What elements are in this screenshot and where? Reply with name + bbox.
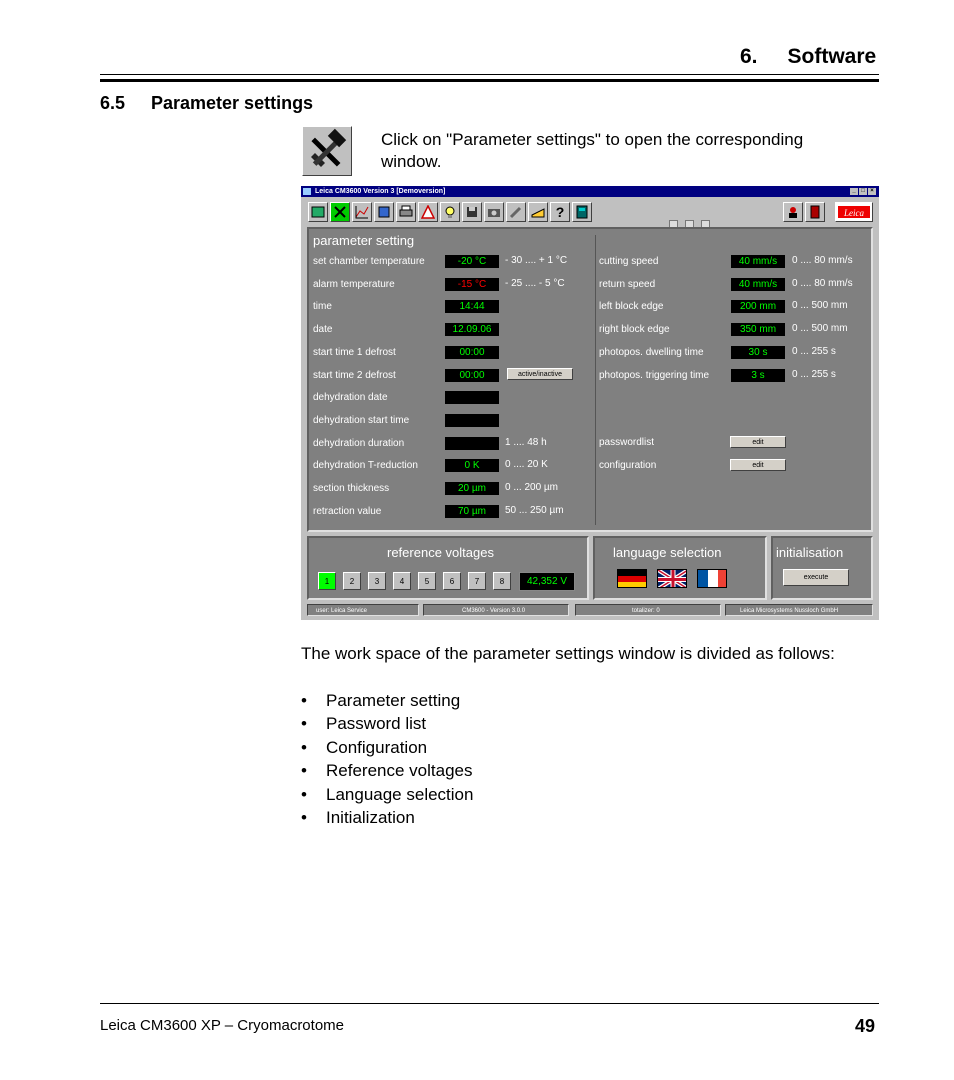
parameter-value-field[interactable]: 20 µm — [445, 482, 499, 495]
reference-key-button[interactable]: 1 — [318, 572, 336, 590]
parameter-value-field[interactable]: 00:00 — [445, 369, 499, 382]
parameter-settings-window — [301, 186, 879, 620]
reference-voltages-panel — [307, 536, 589, 600]
brush-icon[interactable] — [506, 202, 526, 222]
header-rule-thin — [100, 74, 879, 75]
parameter-setting-title: parameter setting — [313, 233, 415, 248]
language-selection-title: language selection — [613, 545, 722, 560]
active-inactive-button[interactable]: active/inactive — [507, 368, 573, 380]
help-icon[interactable]: ? — [550, 202, 570, 222]
configuration-label: configuration — [599, 460, 657, 471]
footer-rule — [100, 1003, 879, 1004]
parameter-value-field[interactable]: 14:44 — [445, 300, 499, 313]
status-bar — [307, 604, 873, 616]
parameter-value-field[interactable]: -15 °C — [445, 278, 499, 291]
parameter-range: 0 ... 255 s — [792, 345, 836, 357]
configuration-edit-button[interactable]: edit — [730, 459, 786, 471]
parameter-range: 0 .... 80 mm/s — [792, 277, 853, 289]
parameter-range: - 25 .... - 5 °C — [505, 277, 565, 289]
parameter-label: alarm temperature — [313, 278, 395, 290]
parameter-label: return speed — [599, 278, 656, 290]
display-icon[interactable] — [308, 202, 328, 222]
parameter-range: 0 .... 20 K — [505, 459, 548, 471]
header-rule-thick — [100, 79, 879, 82]
status-version: CM3600 - Version 3.0.0 — [423, 604, 569, 616]
language-selection-panel — [593, 536, 767, 600]
window-title: Leica CM3600 Version 3 [Demoversion] — [315, 188, 446, 195]
parameter-value-field[interactable]: 3 s — [731, 369, 785, 382]
list-item: • Language selection — [301, 783, 473, 806]
passwordlist-label: passwordlist — [599, 437, 655, 448]
parameter-label: section thickness — [313, 483, 390, 494]
parameter-range: 0 ... 500 mm — [792, 323, 848, 335]
status-company: Leica Microsystems Nussloch GmbH — [725, 604, 873, 616]
parameter-range: 1 .... 48 h — [505, 436, 547, 448]
status-totalizer: totalizer: 0 — [575, 604, 721, 616]
parameter-value-field[interactable]: 70 µm — [445, 505, 499, 518]
lightbulb-icon[interactable] — [440, 202, 460, 222]
close-button[interactable]: × — [868, 188, 876, 195]
execute-button[interactable]: execute — [783, 569, 849, 586]
maximize-button[interactable]: □ — [859, 188, 867, 195]
description-text: The work space of the parameter settings window is divided as follows: — [301, 644, 835, 663]
parameter-label: right block edge — [599, 324, 670, 336]
parameter-value-field[interactable]: -20 °C — [445, 255, 499, 268]
reference-key-button[interactable]: 5 — [418, 572, 436, 590]
parameter-value-field[interactable]: 200 mm — [731, 300, 785, 313]
parameter-label: start time 2 defrost — [313, 369, 396, 381]
initialisation-title: initialisation — [776, 545, 844, 560]
parameter-value-field[interactable]: 40 mm/s — [731, 255, 785, 268]
parameter-label: time — [313, 301, 332, 313]
svg-text:Leica: Leica — [844, 208, 864, 218]
parameter-label: photopos. triggering time — [599, 369, 710, 381]
parameter-value-field[interactable]: 00:00 — [445, 346, 499, 359]
app-icon — [303, 188, 311, 195]
tools-icon[interactable] — [330, 202, 350, 222]
disk-icon[interactable] — [462, 202, 482, 222]
list-item: • Password list — [301, 712, 473, 735]
parameter-range: 0 .... 80 mm/s — [792, 255, 853, 266]
intro-text: Click on "Parameter settings" to open the corresponding window. — [381, 130, 804, 171]
reference-key-button[interactable]: 4 — [393, 572, 411, 590]
book-icon[interactable] — [374, 202, 394, 222]
toolbar — [301, 198, 879, 226]
camera-icon[interactable] — [484, 202, 504, 222]
list-item: • Parameter setting — [301, 689, 473, 712]
parameter-label: dehydration T-reduction — [313, 460, 418, 472]
chapter-number: 6. — [740, 45, 758, 68]
calculator-icon[interactable] — [572, 202, 592, 222]
parameter-value-field[interactable] — [445, 414, 499, 427]
parameter-label: date — [313, 324, 333, 336]
chapter-title: Software — [787, 45, 877, 68]
reference-key-button[interactable]: 7 — [468, 572, 486, 590]
parameter-label: left block edge — [599, 301, 664, 313]
panel-divider — [595, 235, 596, 525]
parameter-range: 0 ... 200 µm — [505, 482, 559, 493]
footer-product-name: Leica CM3600 XP – Cryomacrotome — [100, 1017, 344, 1034]
passwordlist-edit-button[interactable]: edit — [730, 436, 786, 448]
initialisation-panel — [771, 536, 873, 600]
parameter-label: start time 1 defrost — [313, 346, 396, 358]
parameter-value-field[interactable] — [445, 391, 499, 404]
page-number: 49 — [855, 1016, 876, 1036]
french-flag-icon[interactable] — [697, 569, 727, 588]
reference-voltages-title: reference voltages — [387, 545, 494, 560]
workspace-sections-list — [301, 689, 473, 829]
reference-key-button[interactable]: 8 — [493, 572, 511, 590]
chart-icon[interactable] — [352, 202, 372, 222]
alarm-icon[interactable] — [418, 202, 438, 222]
parameter-value-field[interactable]: 30 s — [731, 346, 785, 359]
list-item: • Reference voltages — [301, 759, 473, 782]
list-item: • Configuration — [301, 736, 473, 759]
voltage-reading: 42,352 V — [519, 572, 575, 591]
cheese-icon[interactable] — [528, 202, 548, 222]
parameter-value-field[interactable]: 12.09.06 — [445, 323, 499, 336]
parameter-setting-panel — [307, 227, 873, 532]
parameter-label: dehydration start time — [313, 414, 410, 426]
reference-key-button[interactable]: 2 — [343, 572, 361, 590]
parameter-label: dehydration duration — [313, 437, 405, 449]
list-item: • Initialization — [301, 806, 473, 829]
parameter-range: 0 ... 255 s — [792, 368, 836, 380]
section-heading — [100, 93, 313, 114]
german-flag-icon[interactable] — [617, 569, 647, 588]
print-icon[interactable] — [396, 202, 416, 222]
uk-flag-icon[interactable] — [657, 569, 687, 588]
exit-door-icon[interactable] — [805, 202, 825, 222]
section-number: 6.5 — [100, 93, 126, 113]
parameter-label: dehydration date — [313, 392, 388, 404]
parameter-value-field[interactable]: 350 mm — [731, 323, 785, 336]
leica-logo-icon — [835, 202, 873, 222]
parameter-settings-tools-icon[interactable] — [302, 126, 352, 176]
section-title: Parameter settings — [151, 93, 314, 113]
parameter-label: photopos. dwelling time — [599, 346, 704, 358]
parameter-label: set chamber temperature — [313, 256, 425, 267]
status-user: user: Leica Service — [307, 604, 419, 616]
chapter-heading — [740, 45, 876, 69]
parameter-value-field[interactable]: 40 mm/s — [731, 278, 785, 291]
parameter-label: cutting speed — [599, 256, 659, 267]
parameter-value-field[interactable] — [445, 437, 499, 450]
reference-key-button[interactable]: 3 — [368, 572, 386, 590]
reference-key-button[interactable]: 6 — [443, 572, 461, 590]
user-icon[interactable] — [783, 202, 803, 222]
parameter-label: retraction value — [313, 505, 382, 517]
window-titlebar — [301, 186, 879, 197]
parameter-value-field[interactable]: 0 K — [445, 459, 499, 472]
parameter-range: - 30 .... + 1 °C — [505, 255, 568, 266]
parameter-range: 50 ... 250 µm — [505, 504, 564, 516]
parameter-range: 0 ... 500 mm — [792, 300, 848, 312]
minimize-button[interactable]: _ — [850, 188, 858, 195]
